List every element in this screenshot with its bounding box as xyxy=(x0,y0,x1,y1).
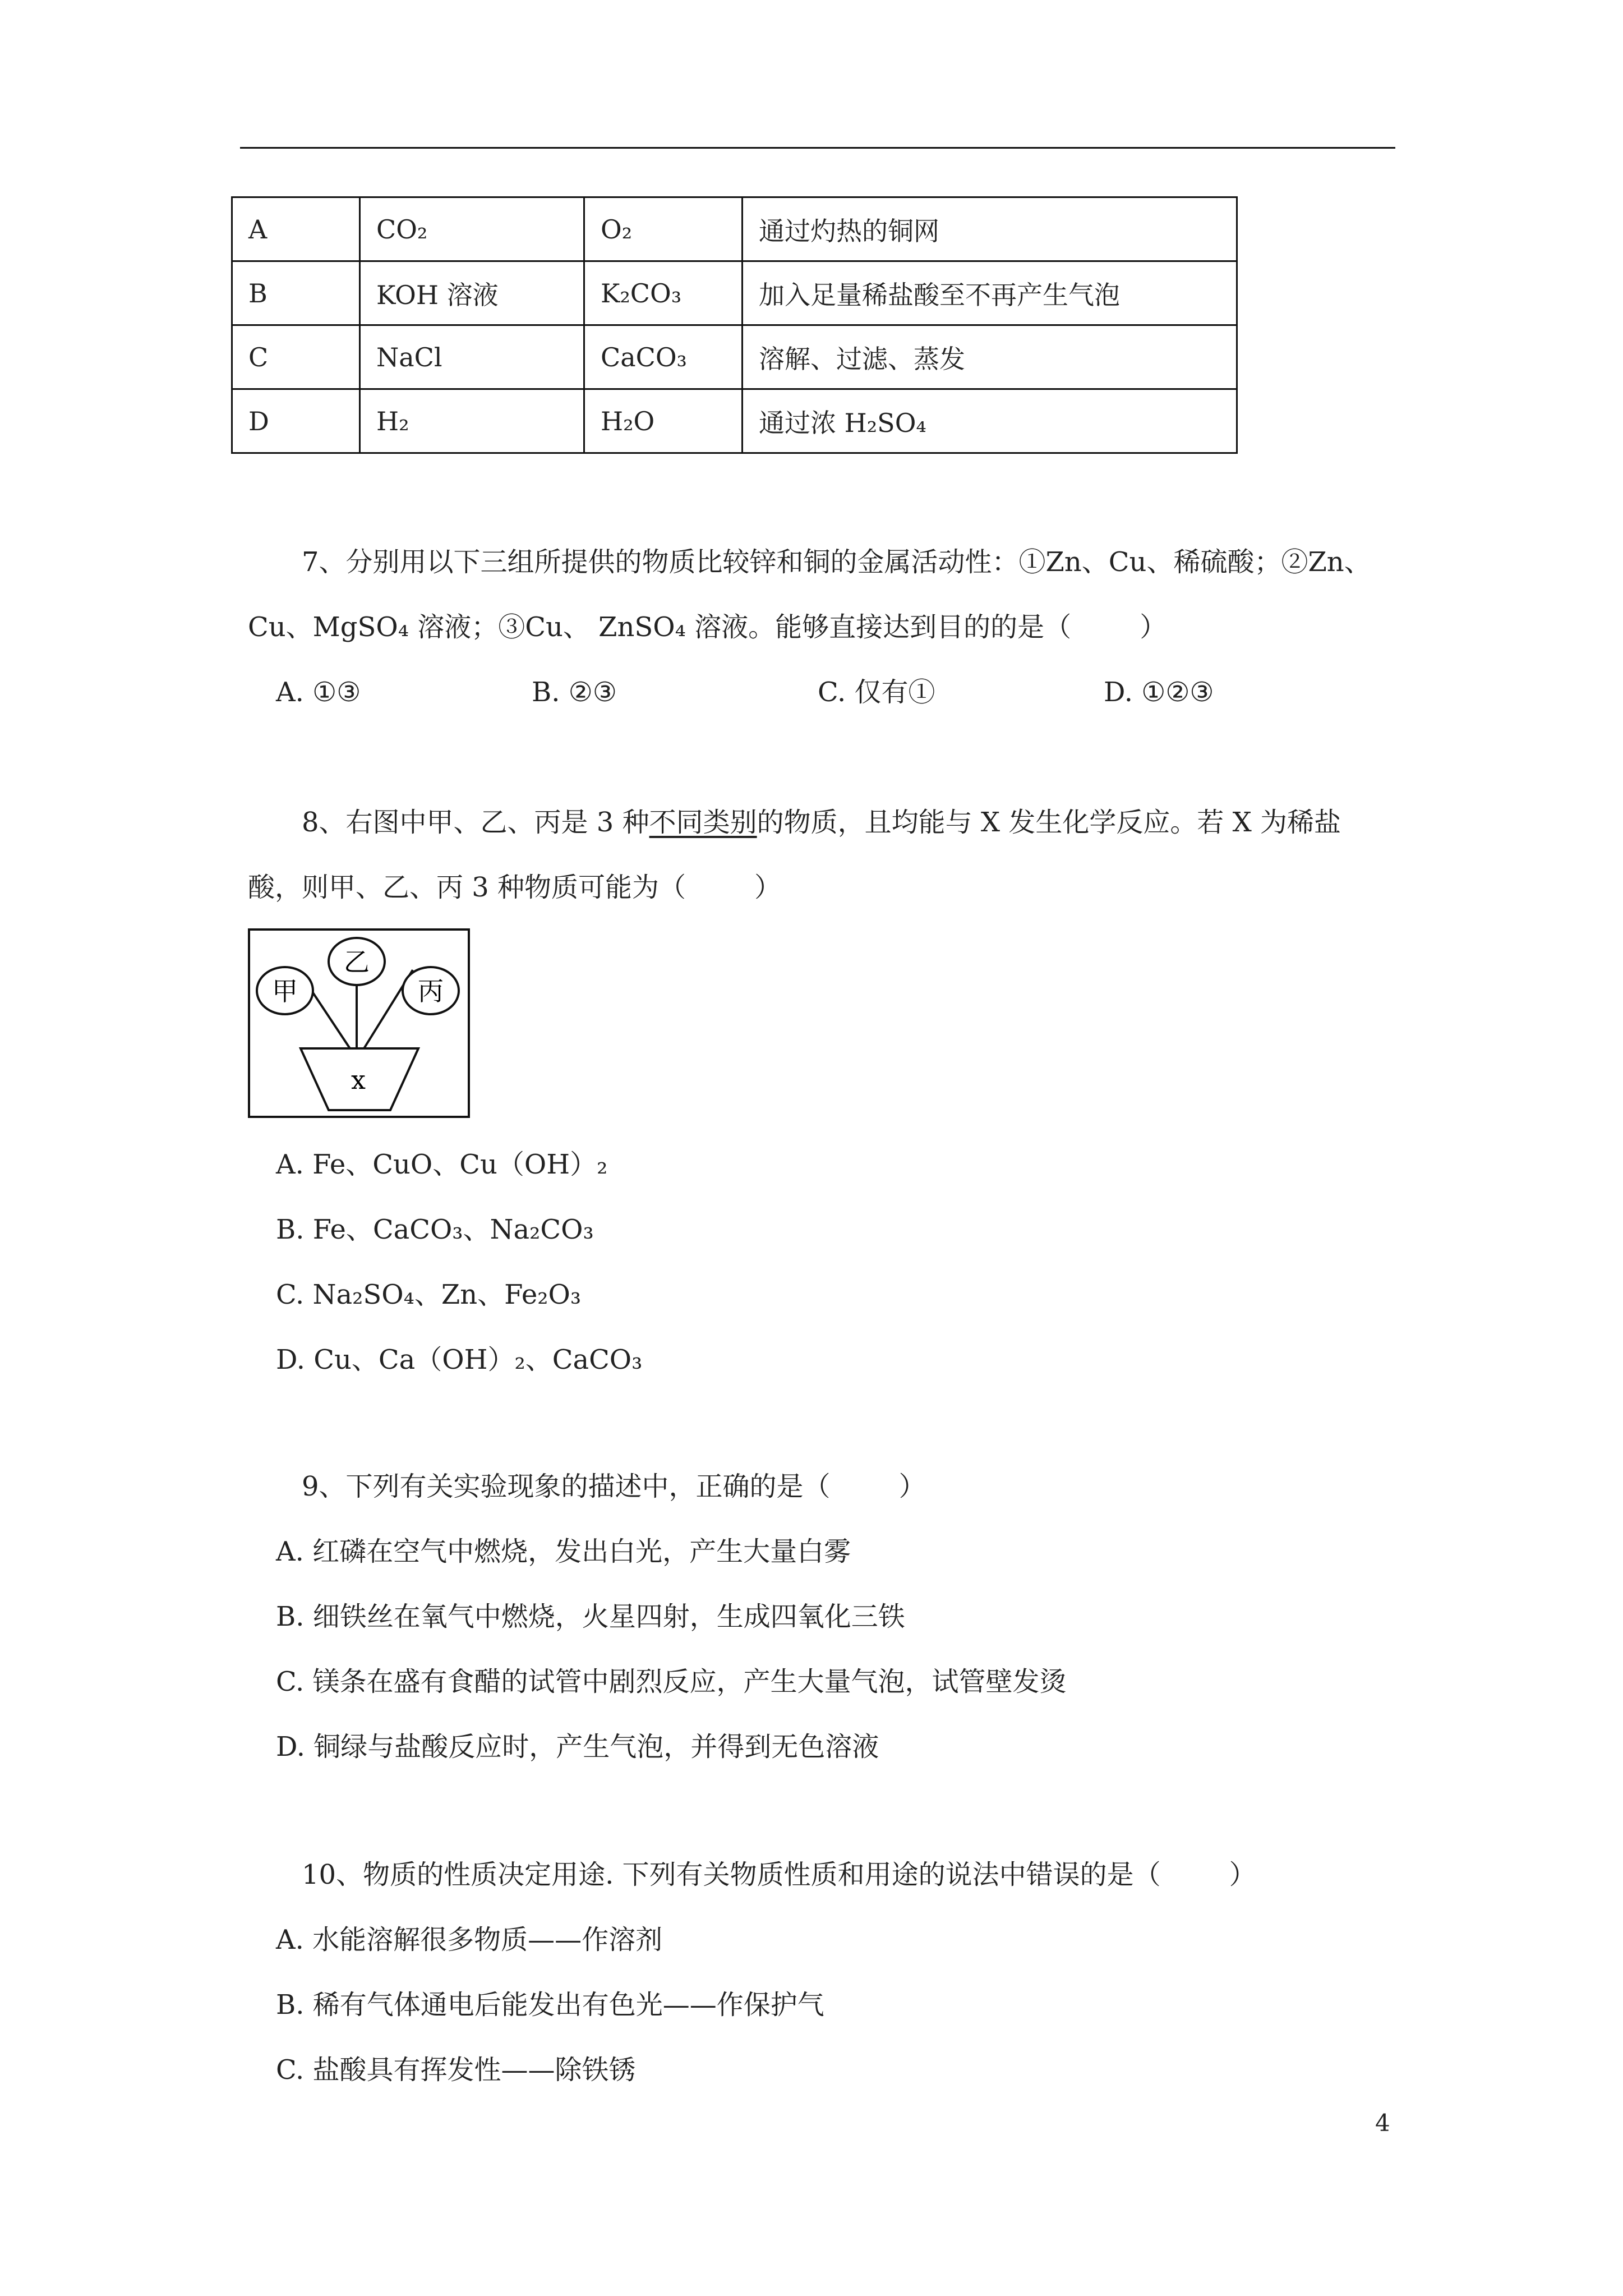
q8-stem-text: 8、右图中甲、乙、丙是 3 种 xyxy=(302,807,649,838)
table-cell: 通过浓 H₂SO₄ xyxy=(743,389,1237,453)
q8-option-d: D. Cu、Ca（OH）₂、CaCO₃ xyxy=(276,1344,643,1375)
table-cell: B xyxy=(232,261,360,325)
table-cell: 溶解、过滤、蒸发 xyxy=(743,325,1237,389)
q8-option-b: B. Fe、CaCO₃、Na₂CO₃ xyxy=(276,1214,594,1245)
q7-stem-line1: 7、分别用以下三组所提供的物质比较锌和铜的金属活动性：①Zn、Cu、稀硫酸；②Zn、 xyxy=(302,546,1371,578)
table-row xyxy=(232,197,1237,261)
table-cell: NaCl xyxy=(360,325,584,389)
q9-option-b: B. 细铁丝在氧气中燃烧，火星四射，生成四氧化三铁 xyxy=(276,1601,905,1632)
table-cell: C xyxy=(232,325,360,389)
q9-option-c: C. 镁条在盛有食醋的试管中剧烈反应，产生大量气泡，试管壁发烫 xyxy=(276,1666,1067,1697)
table-cell: H₂O xyxy=(584,389,743,453)
q9-option-d: D. 铜绿与盐酸反应时，产生气泡，并得到无色溶液 xyxy=(276,1731,879,1763)
q8-option-a: A. Fe、CuO、Cu（OH）₂ xyxy=(276,1149,608,1180)
q8-stem-line2: 酸，则甲、乙、丙 3 种物质可能为（ ） xyxy=(248,872,782,903)
table-cell: K₂CO₃ xyxy=(584,261,743,325)
table-row xyxy=(232,389,1237,453)
table-row xyxy=(232,325,1237,389)
q7-option-a: A. ①③ xyxy=(276,677,361,708)
table-cell: CO₂ xyxy=(360,197,584,261)
q10-stem: 10、物质的性质决定用途. 下列有关物质性质和用途的说法中错误的是（ ） xyxy=(302,1859,1256,1890)
table-cell: O₂ xyxy=(584,197,743,261)
q7-option-d: D. ①②③ xyxy=(1104,677,1214,708)
options-table xyxy=(231,196,1238,454)
q9-stem: 9、下列有关实验现象的描述中，正确的是（ ） xyxy=(302,1471,926,1502)
label-x: x xyxy=(351,1065,366,1095)
q7-option-c: C. 仅有① xyxy=(818,677,935,708)
table-cell: 加入足量稀盐酸至不再产生气泡 xyxy=(743,261,1237,325)
q8-stem-text: 的物质，且均能与 X 发生化学反应。若 X 为稀盐 xyxy=(757,807,1341,838)
q10-option-c: C. 盐酸具有挥发性——除铁锈 xyxy=(276,2054,636,2086)
table-cell: CaCO₃ xyxy=(584,325,743,389)
table-cell: D xyxy=(232,389,360,453)
q9-option-a: A. 红磷在空气中燃烧，发出白光，产生大量白雾 xyxy=(276,1536,851,1567)
label-yi: 乙 xyxy=(344,947,370,977)
table-cell: H₂ xyxy=(360,389,584,453)
header-rule xyxy=(240,147,1395,149)
table-cell: KOH 溶液 xyxy=(360,261,584,325)
q7-option-b: B. ②③ xyxy=(532,677,617,708)
q8-option-c: C. Na₂SO₄、Zn、Fe₂O₃ xyxy=(276,1279,582,1310)
table-cell: 通过灼热的铜网 xyxy=(743,197,1237,261)
q8-stem-line1 xyxy=(302,809,1341,836)
table-row xyxy=(232,261,1237,325)
q7-stem-line2: Cu、MgSO₄ 溶液；③Cu、 ZnSO₄ 溶液。能够直接达到目的的是（ ） xyxy=(248,611,1167,643)
q10-option-b: B. 稀有气体通电后能发出有色光——作保护气 xyxy=(276,1989,824,2021)
label-jia: 甲 xyxy=(272,976,298,1006)
q10-option-a: A. 水能溶解很多物质——作溶剂 xyxy=(276,1924,663,1955)
page-number: 4 xyxy=(1375,2109,1390,2137)
table-cell: A xyxy=(232,197,360,261)
label-bing: 丙 xyxy=(418,976,444,1006)
q8-underlined-phrase: 不同类别 xyxy=(649,807,757,838)
reaction-diagram xyxy=(248,928,470,1118)
